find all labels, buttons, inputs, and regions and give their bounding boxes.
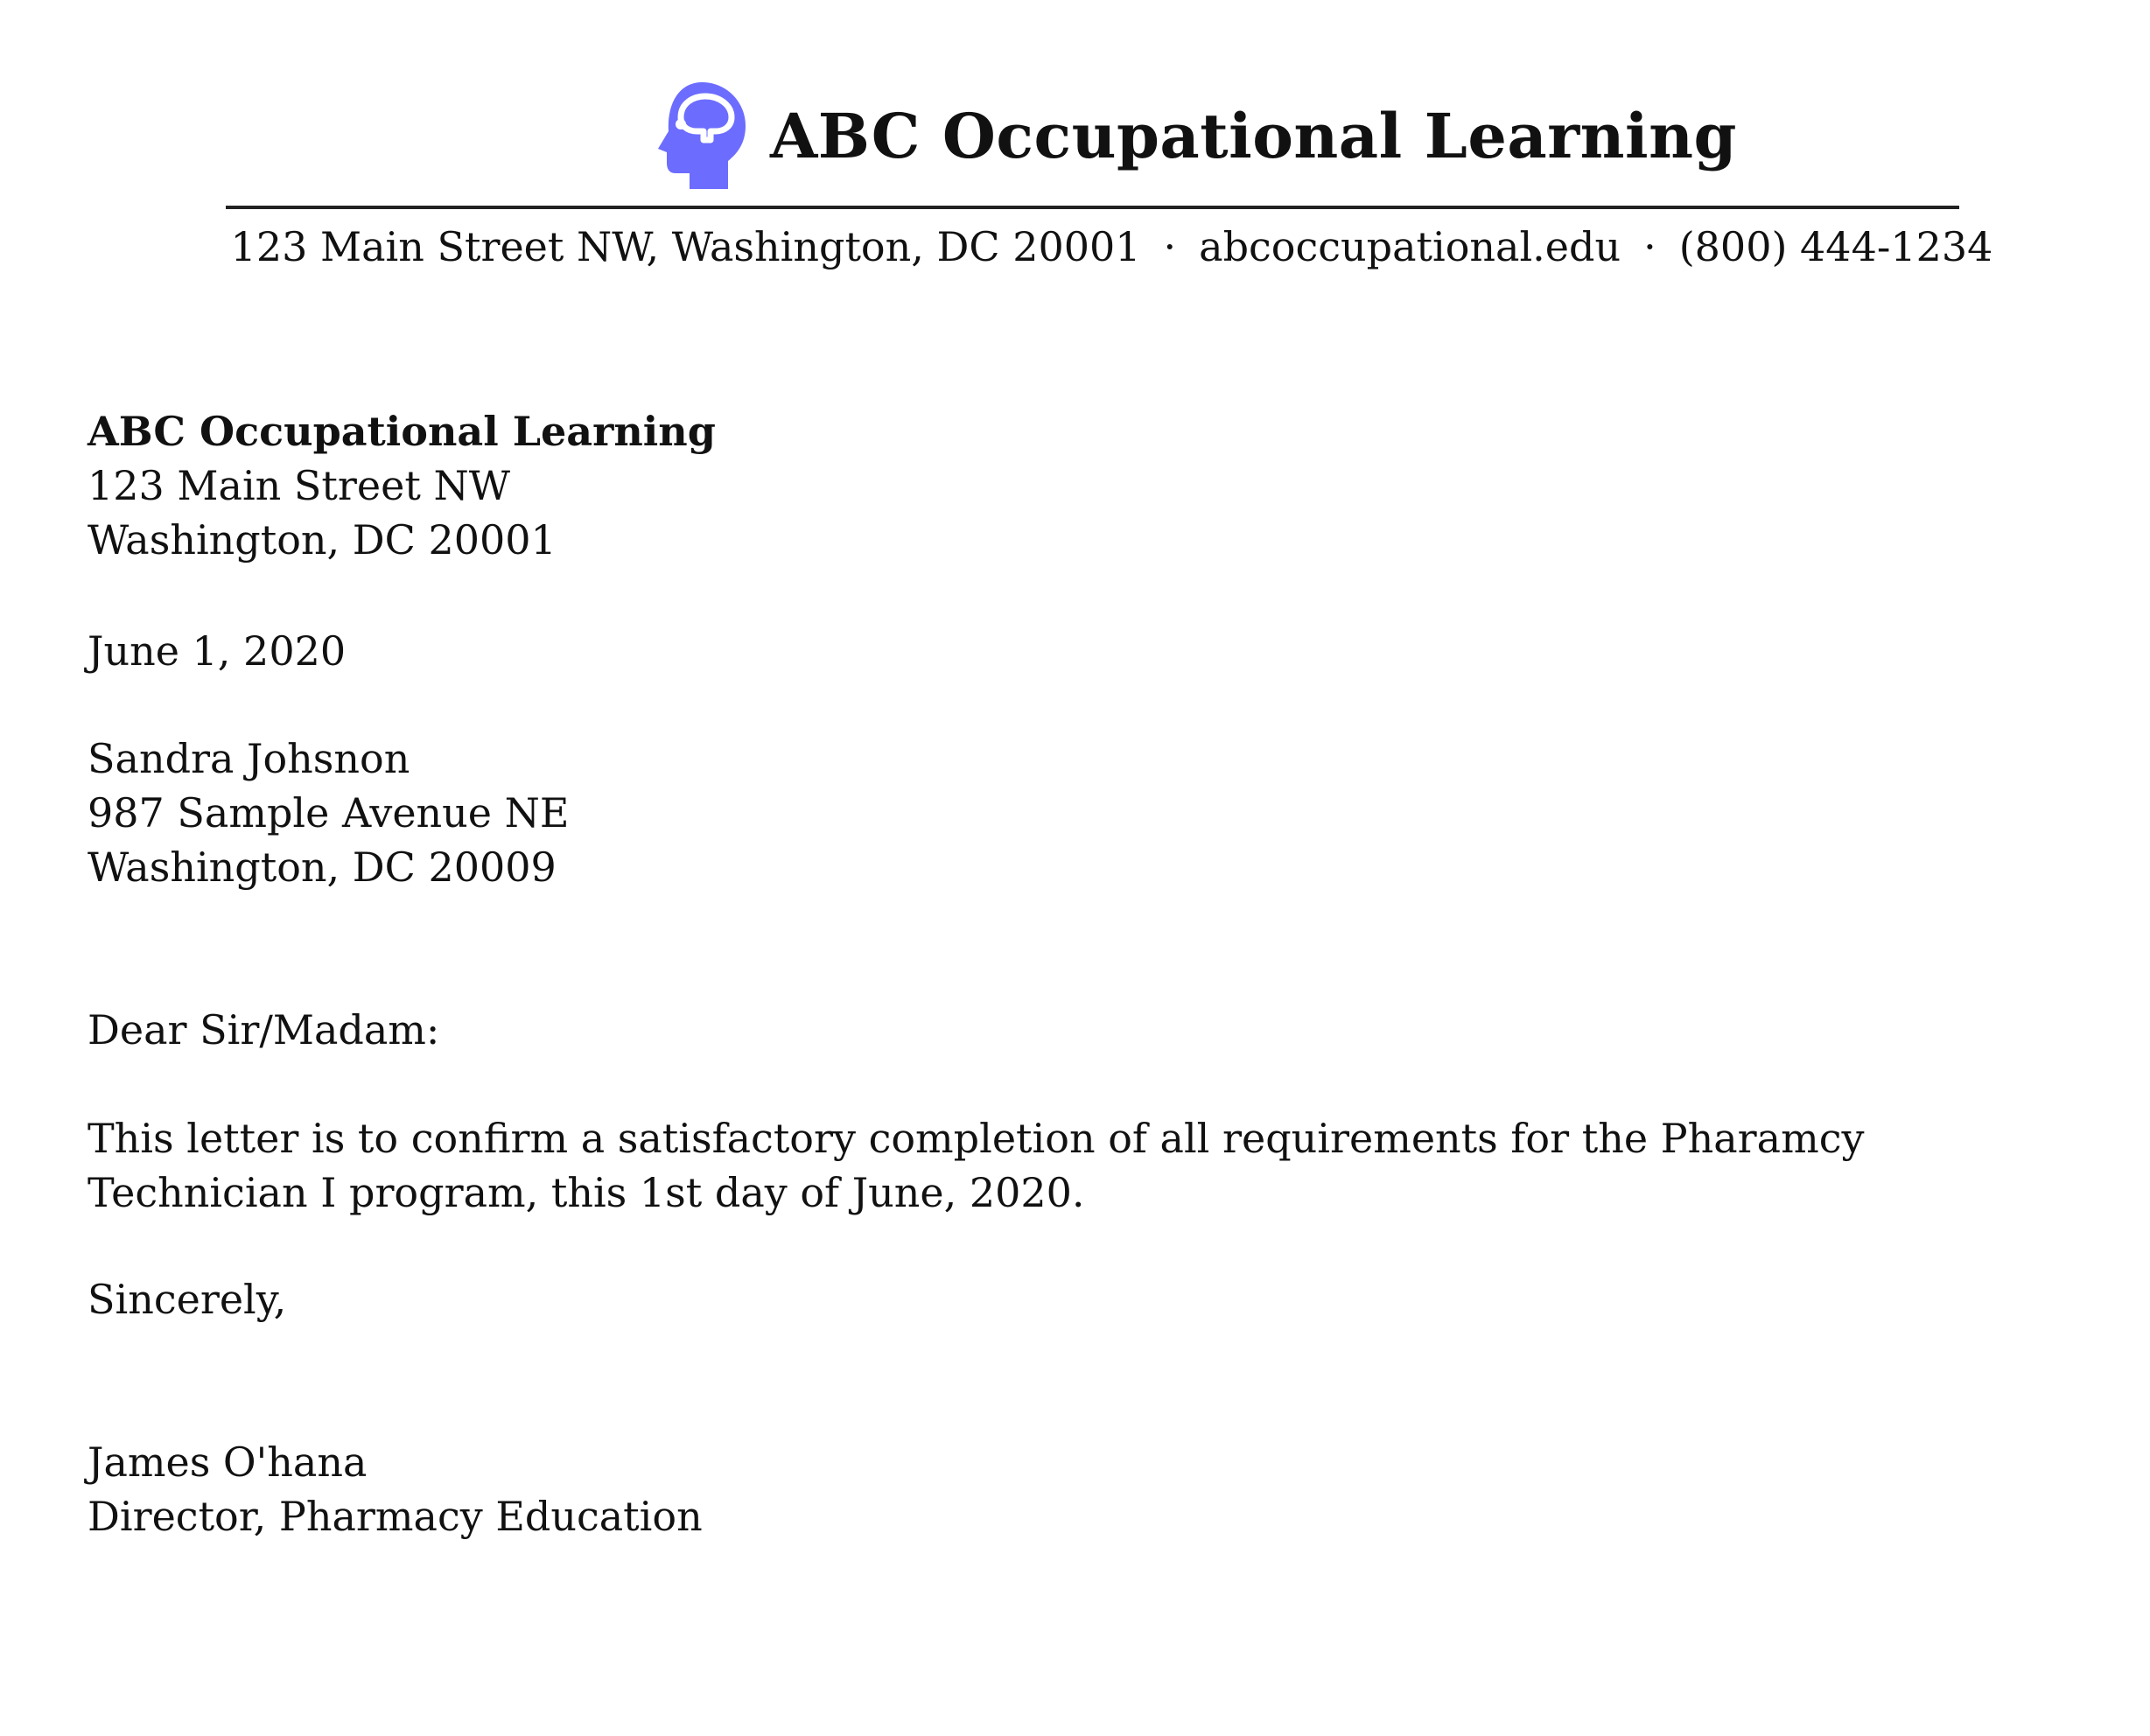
contact-phone: (800) 444-1234 (1678, 223, 1993, 270)
header-divider (226, 206, 1959, 209)
signatory-title: Director, Pharmacy Education (88, 1493, 703, 1540)
contact-separator: · (1643, 223, 1656, 270)
recipient-name: Sandra Johsnon (88, 735, 410, 782)
sender-address-block (88, 404, 716, 567)
contact-address: 123 Main Street NW, Washington, DC 20001 (230, 223, 1141, 270)
letterhead (0, 70, 2150, 270)
letter-body: This letter is to confirm a satisfactory completion of all requirements for the Pharamcy Technician I program, this 1st day of June, 2020. (88, 1115, 1865, 1216)
head-brain-icon (655, 79, 749, 192)
contact-website: abcoccupational.edu (1199, 223, 1621, 270)
brand (655, 79, 1737, 192)
organization-name: ABC Occupational Learning (770, 99, 1737, 172)
letter-date: June 1, 2020 (88, 627, 347, 675)
signature-block (88, 1435, 703, 1544)
sender-name: ABC Occupational Learning (88, 408, 716, 455)
contact-separator: · (1163, 223, 1177, 270)
signatory-name: James O'hana (88, 1438, 368, 1486)
recipient-street: 987 Sample Avenue NE (88, 789, 570, 836)
recipient-city: Washington, DC 20009 (88, 844, 557, 891)
contact-line (0, 223, 2150, 270)
sender-city: Washington, DC 20001 (88, 516, 557, 564)
sender-street: 123 Main Street NW (88, 462, 510, 509)
closing: Sincerely, (88, 1276, 287, 1323)
salutation: Dear Sir/Madam: (88, 1006, 440, 1054)
recipient-address-block (88, 732, 569, 894)
